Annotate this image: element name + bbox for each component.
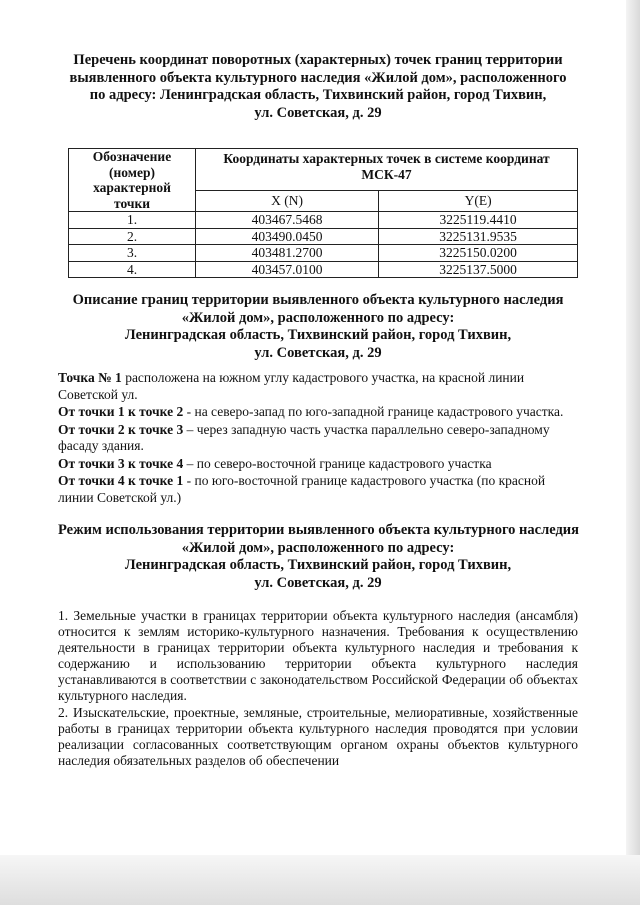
x-value: 403457.0100 <box>196 261 379 278</box>
coordinates-list-heading <box>58 52 578 122</box>
description-text: - по юго-восточной границе кадастрового участка (по красной линии Советской ул.) <box>58 473 546 505</box>
header-text: (номер) <box>109 164 155 180</box>
regime-paragraph: 2. Изыскательские, проектные, земляные, строительные, мелиоративные, хозяйственные работы в границах территории объекта культурного наследия проводятся при условии реализации согласованных соответствующим органом охраны объектов культурного наследия обязательных разделов об обеспечении <box>58 705 578 768</box>
x-value: 403481.2700 <box>196 245 379 262</box>
heading-line: Описание границ территории выявленного объекта культурного наследия <box>72 292 564 308</box>
point-number: 1. <box>69 212 196 229</box>
header-text: характерной <box>93 180 171 195</box>
y-value: 3225137.5000 <box>379 261 578 278</box>
heading-line: выявленного объекта культурного наследия «Жилой дом», расположенного <box>69 69 567 86</box>
header-text: Координаты характерных точек в системе координат <box>223 151 550 166</box>
description-item <box>58 370 578 403</box>
header-text: точки <box>113 195 151 211</box>
y-column-header: Y(E) <box>379 191 578 212</box>
y-value: 3225150.0200 <box>379 245 578 262</box>
x-value: 403467.5468 <box>196 212 379 229</box>
description-item <box>58 422 578 455</box>
table-row <box>69 212 578 229</box>
heading-line: Ленинградская область, Тихвинский район, город Тихвин, <box>124 557 512 573</box>
scan-page-edge <box>626 0 640 905</box>
x-column-header: X (N) <box>196 191 379 212</box>
table-row <box>69 228 578 245</box>
description-text: - на северо-запад по юго-западной границе кадастрового участка. <box>183 404 564 419</box>
description-text: расположена на южном углу кадастрового участка, на красной линии Советской ул. <box>58 370 525 402</box>
heading-line: ул. Советская, д. 29 <box>254 104 382 121</box>
usage-regime-text <box>58 608 578 769</box>
coordinates-group-header <box>196 149 578 191</box>
table-header-row <box>69 149 578 191</box>
heading-line: «Жилой дом», расположенного по адресу: <box>181 309 455 326</box>
point-number-header <box>69 149 196 212</box>
description-label: От точки 4 к точке 1 <box>58 473 184 488</box>
description-item <box>58 456 578 473</box>
description-label: От точки 2 к точке 3 <box>58 421 184 437</box>
heading-line: Перечень координат поворотных (характерных) точек границ территории <box>73 52 563 68</box>
document-page <box>58 50 578 770</box>
header-text: МСК-47 <box>361 166 412 182</box>
y-value: 3225119.4410 <box>379 212 578 229</box>
boundary-description-heading <box>58 292 578 362</box>
description-item <box>58 404 578 421</box>
heading-line: «Жилой дом», расположенного по адресу: <box>181 539 455 556</box>
description-text: – по северо-восточной границе кадастрового участка <box>183 455 492 471</box>
description-item <box>58 473 578 506</box>
heading-line: Ленинградская область, Тихвинский район, город Тихвин, <box>124 327 512 343</box>
heading-line: ул. Советская, д. 29 <box>254 574 382 591</box>
y-value: 3225131.9535 <box>379 228 578 245</box>
point-number: 3. <box>69 245 196 262</box>
point-number: 4. <box>69 261 196 278</box>
table-row <box>69 261 578 278</box>
description-label: Точка № 1 <box>58 370 122 385</box>
x-value: 403490.0450 <box>196 228 379 245</box>
description-text: – через западную часть участка параллельно северо-западному фасаду здания. <box>58 421 550 453</box>
table-row <box>69 245 578 262</box>
header-text: Обозначение <box>92 149 172 164</box>
boundary-description <box>58 370 578 506</box>
heading-line: по адресу: Ленинградская область, Тихвинский район, город Тихвин, <box>89 87 547 103</box>
heading-line: ул. Советская, д. 29 <box>254 344 382 361</box>
regime-paragraph: 1. Земельные участки в границах территории объекта культурного наследия (ансамбля) относится к землям историко-культурного назначения. Требования к осуществлению деятельности в границах территории объекта культурного наследия и требования к содержанию и использованию территории объекта культурного наследия устанавливаются в соответствии с законодательством Российской Федерации об объектах культурного наследия. <box>58 608 578 703</box>
description-label: От точки 1 к точке 2 <box>58 404 184 419</box>
heading-line: Режим использования территории выявленного объекта культурного наследия <box>58 522 580 538</box>
scan-bottom-shadow <box>0 855 640 905</box>
usage-regime-heading <box>58 522 578 592</box>
point-number: 2. <box>69 228 196 245</box>
description-label: От точки 3 к точке 4 <box>58 455 184 471</box>
coordinates-table <box>68 148 578 278</box>
